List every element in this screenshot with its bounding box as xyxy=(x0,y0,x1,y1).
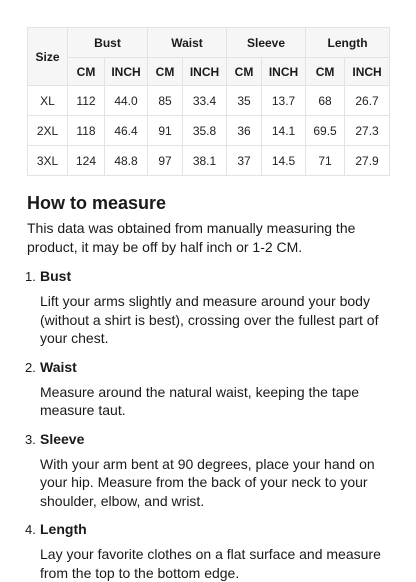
table-cell: 27.3 xyxy=(345,116,390,146)
step-title: Sleeve xyxy=(40,430,85,447)
step-description: Lay your favorite clothes on a flat surface and measure from the top to the bottom edge. xyxy=(40,546,381,581)
table-cell: 35.8 xyxy=(183,116,227,146)
table-row xyxy=(28,146,390,176)
step-number: 1. xyxy=(25,269,36,284)
size-cell: 3XL xyxy=(28,146,68,176)
step-description: With your arm bent at 90 degrees, place your hand on your hip. Measure from the back of your neck to your shoulder, elbow, and wrist. xyxy=(40,455,375,509)
waist-group-header: Waist xyxy=(148,28,227,58)
unit-header: INCH xyxy=(105,58,148,86)
measure-steps-list xyxy=(27,267,389,582)
table-cell: 26.7 xyxy=(345,86,390,116)
table-cell: 71 xyxy=(306,146,345,176)
bust-group-header: Bust xyxy=(68,28,148,58)
size-cell: 2XL xyxy=(28,116,68,146)
size-cell: XL xyxy=(28,86,68,116)
unit-header: INCH xyxy=(183,58,227,86)
table-cell: 35 xyxy=(227,86,262,116)
table-cell: 36 xyxy=(227,116,262,146)
list-item xyxy=(27,358,389,420)
unit-header: CM xyxy=(68,58,105,86)
length-group-header: Length xyxy=(306,28,390,58)
step-title: Bust xyxy=(40,268,72,284)
table-cell: 14.1 xyxy=(262,116,306,146)
unit-header: CM xyxy=(306,58,345,86)
table-cell: 37 xyxy=(227,146,262,176)
size-chart-table xyxy=(27,27,390,176)
table-row xyxy=(28,86,390,116)
table-cell: 27.9 xyxy=(345,146,390,176)
table-cell: 91 xyxy=(148,116,183,146)
intro-text: This data was obtained from manually measuring the product, it may be off by half inch or 1-2 CM. xyxy=(27,220,356,255)
unit-header: INCH xyxy=(262,58,306,86)
step-number: 4. xyxy=(25,522,36,537)
step-title: Length xyxy=(40,521,87,537)
size-column-header: Size xyxy=(28,28,68,86)
table-cell: 124 xyxy=(68,146,105,176)
unit-header: CM xyxy=(148,58,183,86)
table-cell: 38.1 xyxy=(183,146,227,176)
list-item xyxy=(27,520,389,582)
step-description: Lift your arms slightly and measure around your body (without a shirt is best), crossing over the fullest part of your chest. xyxy=(40,293,379,346)
list-item xyxy=(27,430,389,511)
table-cell: 112 xyxy=(68,86,105,116)
unit-header: INCH xyxy=(345,58,390,86)
table-cell: 118 xyxy=(68,116,105,146)
section-title: How to measure xyxy=(27,193,167,213)
table-cell: 14.5 xyxy=(262,146,306,176)
table-row xyxy=(28,116,390,146)
table-cell: 46.4 xyxy=(105,116,148,146)
table-cell: 69.5 xyxy=(306,116,345,146)
step-number: 2. xyxy=(25,359,36,375)
table-cell: 85 xyxy=(148,86,183,116)
step-title: Waist xyxy=(40,358,77,375)
table-cell: 13.7 xyxy=(262,86,306,116)
table-cell: 97 xyxy=(148,146,183,176)
table-cell: 68 xyxy=(306,86,345,116)
unit-header: CM xyxy=(227,58,262,86)
table-cell: 33.4 xyxy=(183,86,227,116)
step-number: 3. xyxy=(25,431,36,447)
sleeve-group-header: Sleeve xyxy=(227,28,306,58)
list-item xyxy=(27,267,389,348)
step-description: Measure around the natural waist, keeping the tape measure taut. xyxy=(40,383,360,418)
table-cell: 44.0 xyxy=(105,86,148,116)
table-cell: 48.8 xyxy=(105,146,148,176)
